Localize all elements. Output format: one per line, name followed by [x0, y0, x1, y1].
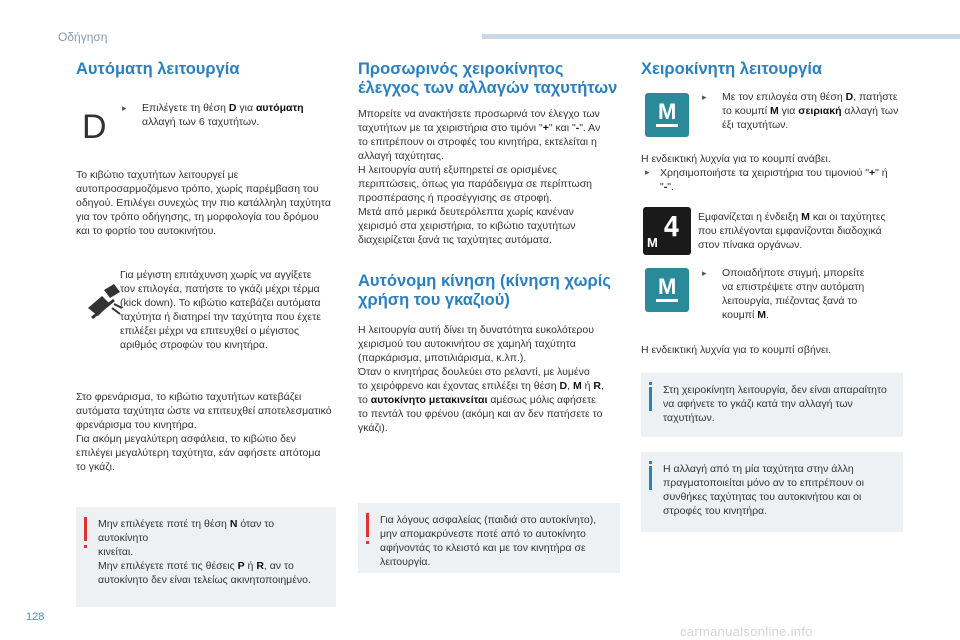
bullet-press-m: Με τον επιλογέα στη θέση D, πατήστε το κουμπί M για σειριακή αλλαγή των έξι ταχυτήτων. [722, 91, 899, 131]
display-text: Εμφανίζεται η ένδειξη M και οι ταχύτητες που επιλέγονται εμφανίζονται διαδοχικά στον πίνακα οργάνων. [698, 211, 886, 251]
header-rule [482, 34, 960, 39]
title-creep: Αυτόνομη κίνηση (κίνηση χωρίς χρήση του γκαζιού) [358, 272, 611, 309]
page-number: 128 [26, 611, 45, 623]
automatic-description: Το κιβώτιο ταχυτήτων λειτουργεί με αυτοπροσαρμοζόμενο τρόπο, χωρίς παρέμβαση του οδηγού. Επιλέγει συνεχώς την πιο κατάλληλη ταχύτητα για τον τρόπο οδήγησης, τη μορφολογία του δρόμου και το φορτίο του αυτοκινήτου. [76, 169, 331, 237]
info-note-1: Στη χειροκίνητη λειτουργία, δεν είναι απαραίτητο να αφήνετε το γκάζι κατά την αλλαγή των ταχυτήτων. [641, 373, 903, 437]
warning-mark-icon [366, 513, 369, 537]
warning-mark-icon [84, 517, 87, 541]
bullet-use-paddles: Χρησιμοποιήστε τα χειριστήρια του τιμονιού "+" ή "-". [660, 167, 888, 193]
bullet-triangle-icon: ▸ [122, 103, 127, 113]
d-letter-icon: D [82, 108, 107, 146]
bullet-triangle-icon: ▸ [702, 268, 707, 278]
m-button-icon: M [645, 268, 689, 312]
braking-text: Στο φρενάρισμα, το κιβώτιο ταχυτήτων κατεβάζει αυτόματα ταχύτητα ώστε να επιτευχθεί αποτελεσματικό φρενάρισμα του κινητήρα. Για ακόμη μεγαλύτερη ασφάλεια, το κιβώτιο δεν επιλέγει μεγαλύτερη ταχύτητα, εάν αφήσετε απότομα το γκάζι. [76, 391, 332, 473]
info-mark-icon [649, 466, 652, 490]
bullet-triangle-icon: ▸ [645, 167, 650, 177]
info-mark-icon [649, 387, 652, 411]
bullet-return-auto: Οποιαδήποτε στιγμή, μπορείτε να επιστρέψετε στην αυτόματη λειτουργία, πιέζοντας ξανά το κουμπί M. [722, 267, 865, 321]
kickdown-text: Για μέγιστη επιτάχυνση χωρίς να αγγίξετε τον επιλογέα, πατήστε το γκάζι μέχρι τέρμα (kick down). Το κιβώτιο κατεβάζει αυτόματα ταχύτητα ή διατηρεί την ταχύτητα που έχετε επιλέξει μέχρι να επιτευχθεί ο μέγιστος αριθμός στροφών του κινητήρα. [120, 269, 321, 351]
lamp-off-text: Η ενδεικτική λυχνία για το κουμπί σβήνει. [641, 344, 831, 356]
lamp-on-text: Η ενδεικτική λυχνία για το κουμπί ανάβει. [641, 153, 831, 165]
section-header: Οδήγηση [58, 30, 108, 44]
title-manual-mode: Χειροκίνητη λειτουργία [641, 60, 823, 78]
bullet-select-d: Επιλέγετε τη θέση D για αυτόματη αλλαγή των 6 ταχυτήτων. [142, 102, 304, 128]
title-temporary-manual: Προσωρινός χειροκίνητος έλεγχος των αλλαγών ταχυτήτων [358, 60, 618, 97]
info-note-2: Η αλλαγή από τη μία ταχύτητα στην άλλη πραγματοποιείται μόνο αν το επιτρέπουν οι συνθήκες ταχύτητας του αυτοκινήτου και οι στροφές του κινητήρα. [641, 452, 903, 532]
bullet-triangle-icon: ▸ [702, 92, 707, 102]
warning-note-col2: Για λόγους ασφαλείας (παιδιά στο αυτοκίνητο), μην απομακρύνεστε ποτέ από το αυτοκίνητο αφήνοντάς το κλειστό και με τον κινητήρα σε λειτουργία. [358, 503, 620, 573]
watermark: carmanualsonline.info [680, 624, 813, 639]
warning-note-col1: Μην επιλέγετε ποτέ τη θέση N όταν το αυτοκίνητο κινείται. Μην επιλέγετε ποτέ τις θέσεις P ή R, αν το αυτοκίνητο δεν είναι τελείως ακινητοποιημένο. [76, 507, 336, 607]
temporary-manual-text: Μπορείτε να ανακτήσετε προσωρινά τον έλεγχο των ταχυτήτων με τα χειριστήρια στο τιμόνι "+" και "-". Αν το επιτρέπουν οι στροφές του κινητήρα, εκτελείται η αλλαγή ταχύτητας. Η λειτουργία αυτή εξυπηρετεί σε ορισμένες περιπτώσεις, όπως για παράδειγμα σε περίπτωση προσπέρασης ή προσέγγισης σε στροφή. Μετά από μερικά δευτερόλεπτα χωρίς κανέναν χειρισμό στα χειριστήρια, το κιβώτιο ταχυτήτων διαχειρίζεται ξανά τις ταχύτητες αυτόματα. [358, 108, 601, 246]
title-automatic-mode: Αυτόματη λειτουργία [76, 60, 240, 78]
foot-pedal-icon [84, 278, 124, 320]
creep-text: Η λειτουργία αυτή δίνει τη δυνατότητα ευκολότερου χειρισμού του αυτοκινήτου σε χαμηλή ταχύτητα (παρκάρισμα, μποτιλιάρισμα, κ.λπ.). Όταν ο κινητήρας δουλεύει στο ρελαντί, με λυμένο το χειρόφρενο και έχοντας επιλέξει τη θέση D, M ή R, το αυτοκίνητο μετακινείται αμέσως μόλις αφήσετε το πεντάλ του φρένου (ακόμη και αν δεν πατήσετε το γκάζι). [358, 324, 604, 434]
instrument-display-icon: 4 M [643, 207, 691, 255]
m-button-icon: M [645, 93, 689, 137]
